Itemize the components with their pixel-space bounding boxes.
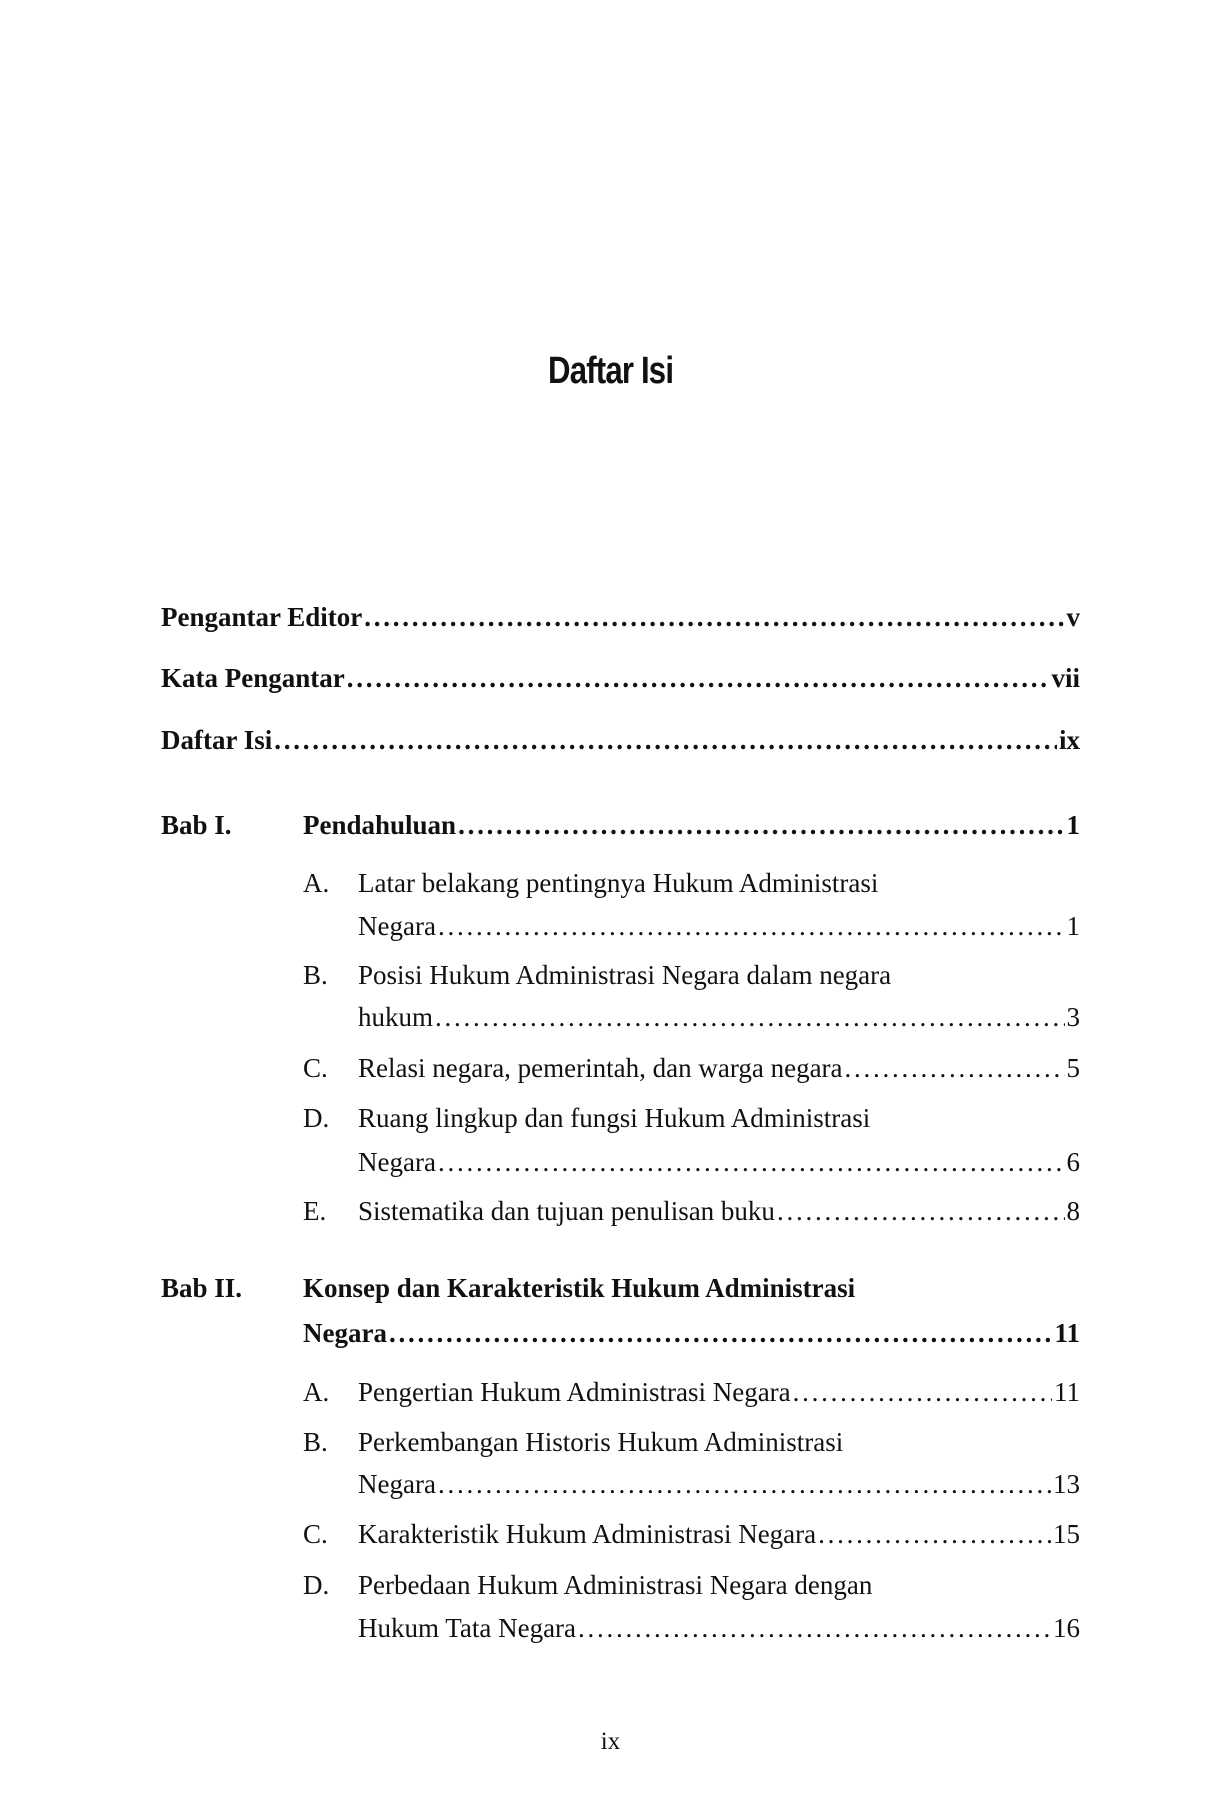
dot-leader	[438, 1147, 1065, 1178]
toc-entry-pengantar-editor[interactable]	[161, 602, 1080, 633]
section-title-line2: hukum	[358, 1002, 434, 1032]
dot-leader	[438, 911, 1065, 942]
dot-leader	[578, 1613, 1051, 1644]
toc-entry-daftar-isi[interactable]	[161, 725, 1080, 756]
section-letter: D.	[303, 1103, 330, 1133]
toc-entry-page: 1	[1066, 810, 1080, 840]
toc-entry-page: 16	[1053, 1613, 1080, 1643]
toc-entry-page: vii	[1051, 663, 1080, 693]
section-letter: C.	[303, 1519, 328, 1549]
dot-leader	[364, 602, 1064, 633]
toc-entry-1b[interactable]	[358, 1002, 1080, 1033]
toc-entry-chapter-1[interactable]	[303, 810, 1080, 841]
chapter-number: Bab II.	[161, 1273, 243, 1303]
toc-entry-1d[interactable]	[358, 1147, 1080, 1178]
dot-leader	[435, 1002, 1064, 1033]
toc-entry-2b[interactable]	[358, 1469, 1080, 1500]
toc-entry-page: 5	[1066, 1053, 1080, 1083]
section-title-line2: Negara	[358, 911, 436, 941]
toc-entry-1e[interactable]	[358, 1196, 1080, 1227]
section-title-line2: Negara	[358, 1469, 436, 1499]
section-title-line1[interactable]: Posisi Hukum Administrasi Negara dalam negara	[358, 960, 892, 990]
toc-entry-2d[interactable]	[358, 1613, 1080, 1644]
dot-leader	[777, 1196, 1065, 1227]
section-title-line1[interactable]: Perbedaan Hukum Administrasi Negara dengan	[358, 1570, 873, 1600]
dot-leader	[347, 663, 1050, 694]
section-letter: D.	[303, 1570, 330, 1600]
section-letter: A.	[303, 868, 330, 898]
section-title-line1[interactable]: Perkembangan Historis Hukum Administrasi	[358, 1427, 844, 1457]
dot-leader	[458, 810, 1064, 841]
toc-entry-kata-pengantar[interactable]	[161, 663, 1080, 694]
chapter-title-line2: Negara	[303, 1318, 387, 1348]
dot-leader	[818, 1519, 1051, 1550]
section-letter: B.	[303, 1427, 328, 1457]
toc-entry-page: v	[1066, 602, 1080, 632]
page-number: ix	[600, 1728, 621, 1755]
chapter-title: Pendahuluan	[303, 810, 457, 840]
toc-entry-label: Pengantar Editor	[161, 602, 363, 632]
toc-entry-page: 11	[1054, 1377, 1080, 1407]
toc-entry-label: Kata Pengantar	[161, 663, 345, 693]
chapter-number: Bab I.	[161, 810, 232, 840]
chapter-title-line1[interactable]: Konsep dan Karakteristik Hukum Administrasi	[303, 1273, 856, 1303]
dot-leader	[438, 1469, 1051, 1500]
section-letter: A.	[303, 1377, 330, 1407]
dot-leader	[274, 725, 1057, 756]
section-title: Relasi negara, pemerintah, dan warga negara	[358, 1053, 843, 1083]
dot-leader	[845, 1053, 1065, 1084]
toc-entry-page: 13	[1053, 1469, 1080, 1499]
toc-entry-page: ix	[1058, 725, 1080, 755]
toc-entry-page: 11	[1054, 1318, 1080, 1348]
dot-leader	[793, 1377, 1052, 1408]
section-title: Pengertian Hukum Administrasi Negara	[358, 1377, 791, 1407]
toc-entry-page: 6	[1066, 1147, 1080, 1177]
section-title-line1[interactable]: Ruang lingkup dan fungsi Hukum Administrasi	[358, 1103, 871, 1133]
toc-entry-1c[interactable]	[358, 1053, 1080, 1084]
toc-entry-chapter-2[interactable]	[303, 1318, 1080, 1349]
toc-entry-label: Daftar Isi	[161, 725, 273, 755]
toc-entry-page: 1	[1066, 911, 1080, 941]
section-title-line1[interactable]: Latar belakang pentingnya Hukum Administrasi	[358, 868, 879, 898]
section-letter: E.	[303, 1196, 327, 1226]
toc-entry-page: 8	[1066, 1196, 1080, 1226]
section-title: Sistematika dan tujuan penulisan buku	[358, 1196, 775, 1226]
toc-entry-2c[interactable]	[358, 1519, 1080, 1550]
toc-entry-2a[interactable]	[358, 1377, 1080, 1408]
section-letter: B.	[303, 960, 328, 990]
section-letter: C.	[303, 1053, 328, 1083]
page-title: Daftar Isi	[548, 350, 674, 392]
section-title-line2: Negara	[358, 1147, 436, 1177]
toc-entry-page: 15	[1053, 1519, 1080, 1549]
dot-leader	[389, 1318, 1053, 1349]
section-title-line2: Hukum Tata Negara	[358, 1613, 577, 1643]
section-title: Karakteristik Hukum Administrasi Negara	[358, 1519, 817, 1549]
toc-entry-page: 3	[1066, 1002, 1080, 1032]
toc-entry-1a[interactable]	[358, 911, 1080, 942]
